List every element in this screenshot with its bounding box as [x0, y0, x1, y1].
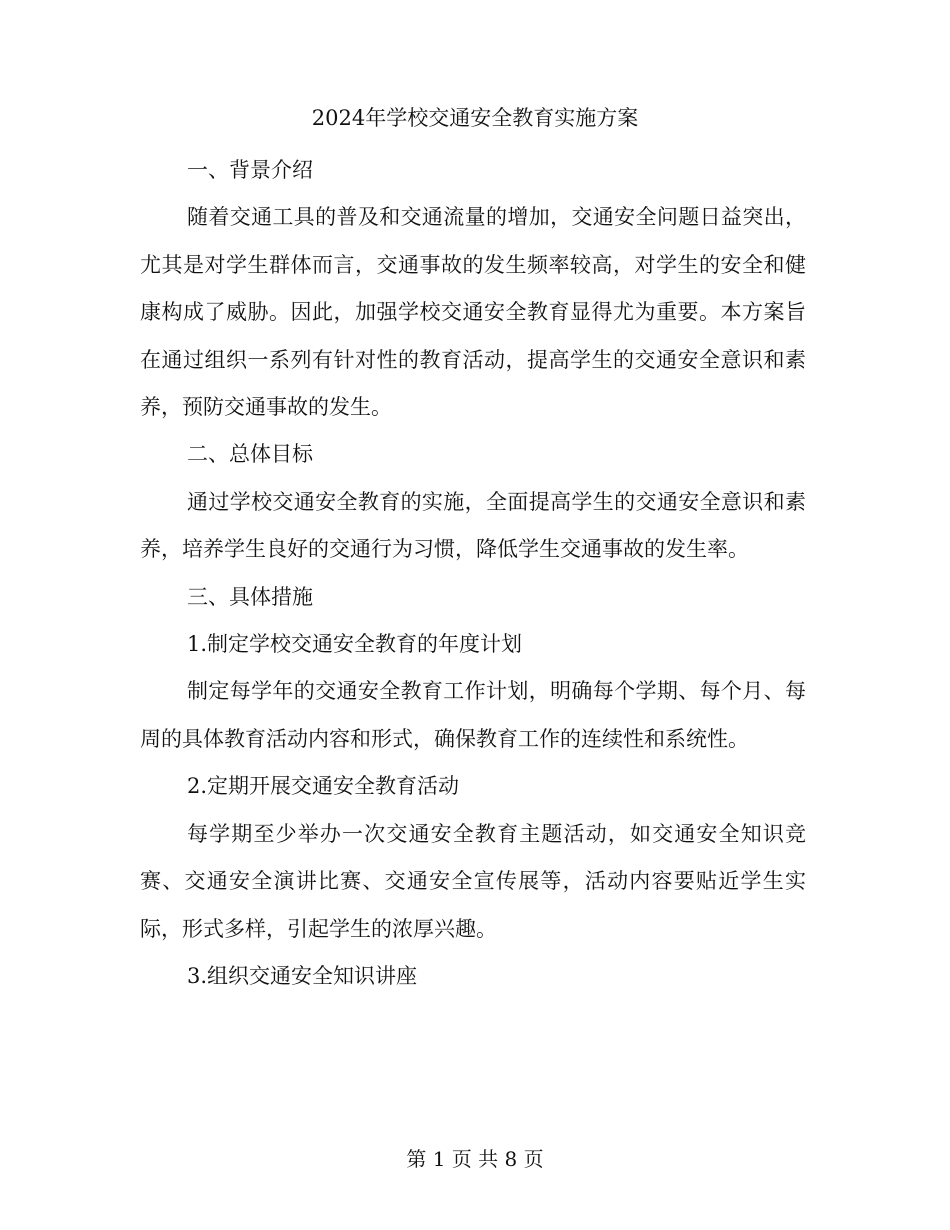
paragraph-goals: 通过学校交通安全教育的实施，全面提高学生的交通安全意识和素养，培养学生良好的交通行为习惯，降低学生交通事故的发生率。	[140, 489, 806, 562]
paragraph-regular-activities: 每学期至少举办一次交通安全教育主题活动，如交通安全知识竞赛、交通安全演讲比赛、交通安全宣传展等，活动内容要贴近学生实际，形式多样，引起学生的浓厚兴趣。	[140, 821, 806, 941]
document-title: 2024年学校交通安全教育实施方案	[311, 106, 639, 130]
section-heading-background: 一、背景介绍	[187, 158, 313, 182]
section-heading-goals: 二、总体目标	[187, 442, 313, 467]
paragraph-annual-plan: 制定每学年的交通安全教育工作计划，明确每个学期、每个月、每周的具体教育活动内容和形式，确保教育工作的连续性和系统性。	[140, 679, 806, 751]
subheading-annual-plan: 1.制定学校交通安全教育的年度计划	[187, 632, 523, 657]
subheading-regular-activities: 2.定期开展交通安全教育活动	[187, 774, 460, 799]
subheading-lectures: 3.组织交通安全知识讲座	[187, 963, 418, 988]
paragraph-background: 随着交通工具的普及和交通流量的增加，交通安全问题日益突出，尤其是对学生群体而言，交通事故的发生频率较高，对学生的安全和健康构成了威胁。因此，加强学校交通安全教育显得尤为重要。本方案旨在通过组织一系列有针对性的教育活动，提高学生的交通安全意识和素养，预防交通事故的发生。	[140, 205, 806, 420]
page-footer: 第 1 页 共 8 页	[406, 1147, 544, 1171]
section-heading-measures: 三、具体措施	[187, 584, 313, 609]
document-body	[140, 147, 806, 1000]
